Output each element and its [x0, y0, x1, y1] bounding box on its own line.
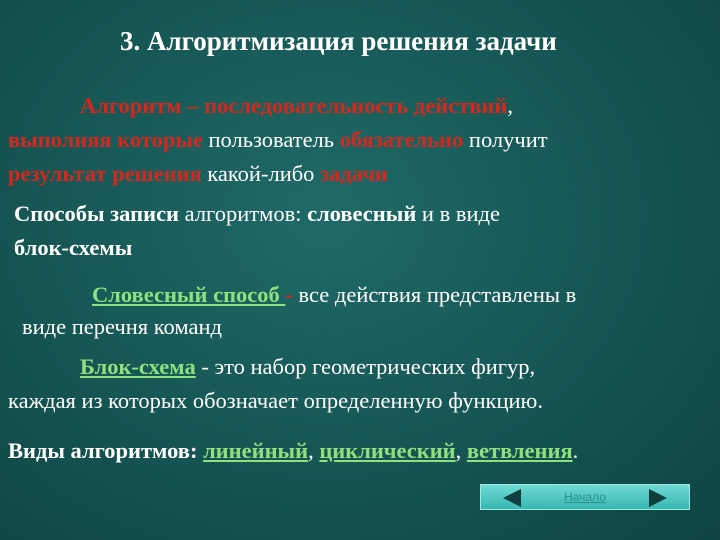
cyclic-link[interactable]: циклический — [319, 438, 456, 463]
flowchart-link[interactable]: Блок-схема — [80, 354, 196, 379]
definition-red-4: задачи — [320, 161, 388, 186]
types-label: Виды алгоритмов — [8, 438, 190, 463]
algorithm-term: Алгоритм – последовательность действий — [80, 93, 508, 118]
verbal-method-text: все действия представлены в — [292, 282, 577, 307]
linear-link[interactable]: линейный — [203, 438, 309, 463]
definition-red-2: обязательно — [339, 127, 464, 152]
definition-red-3: результат решения — [8, 161, 202, 186]
definition-comma: , — [507, 93, 513, 118]
next-arrow-icon[interactable] — [649, 489, 667, 507]
types-sep-2: , — [455, 438, 467, 463]
methods-label: Способы записи — [14, 201, 180, 226]
flowchart-text: - это набор геометрических фигур, — [195, 354, 536, 379]
flowchart-line-1 — [80, 353, 535, 381]
flowchart-line-2: каждая из которых обозначает определенную функцию. — [8, 388, 543, 413]
definition-red-1: выполняя которые — [8, 127, 203, 152]
home-link[interactable]: Начало — [564, 490, 606, 504]
types-sep-1: , — [308, 438, 320, 463]
types-colon: : — [189, 438, 204, 463]
methods-line-2 — [14, 234, 132, 262]
definition-line-2 — [8, 126, 548, 154]
page-title: 3. Алгоритмизация решения задачи — [120, 26, 557, 56]
verbal-method-dash: - — [285, 282, 293, 307]
methods-flowchart: блок-схемы — [14, 235, 133, 260]
methods-text: алгоритмов: — [179, 201, 308, 226]
definition-text-3: какой-либо — [201, 161, 321, 186]
definition-line-1 — [80, 92, 513, 120]
types-line — [8, 437, 578, 465]
navigation-bar — [480, 484, 690, 510]
definition-text-1: пользователь — [202, 127, 340, 152]
methods-line-1 — [14, 200, 500, 228]
definition-line-3 — [8, 160, 388, 188]
verbal-method-line-2: виде перечня команд — [22, 314, 222, 339]
branching-link[interactable]: ветвления — [466, 438, 573, 463]
verbal-method-line-1 — [92, 281, 576, 309]
definition-text-2: получит — [463, 127, 548, 152]
methods-and: и в виде — [416, 201, 500, 226]
types-end: . — [572, 438, 579, 463]
methods-verbal: словесный — [307, 201, 417, 226]
verbal-method-link[interactable]: Словесный способ — [92, 282, 286, 307]
